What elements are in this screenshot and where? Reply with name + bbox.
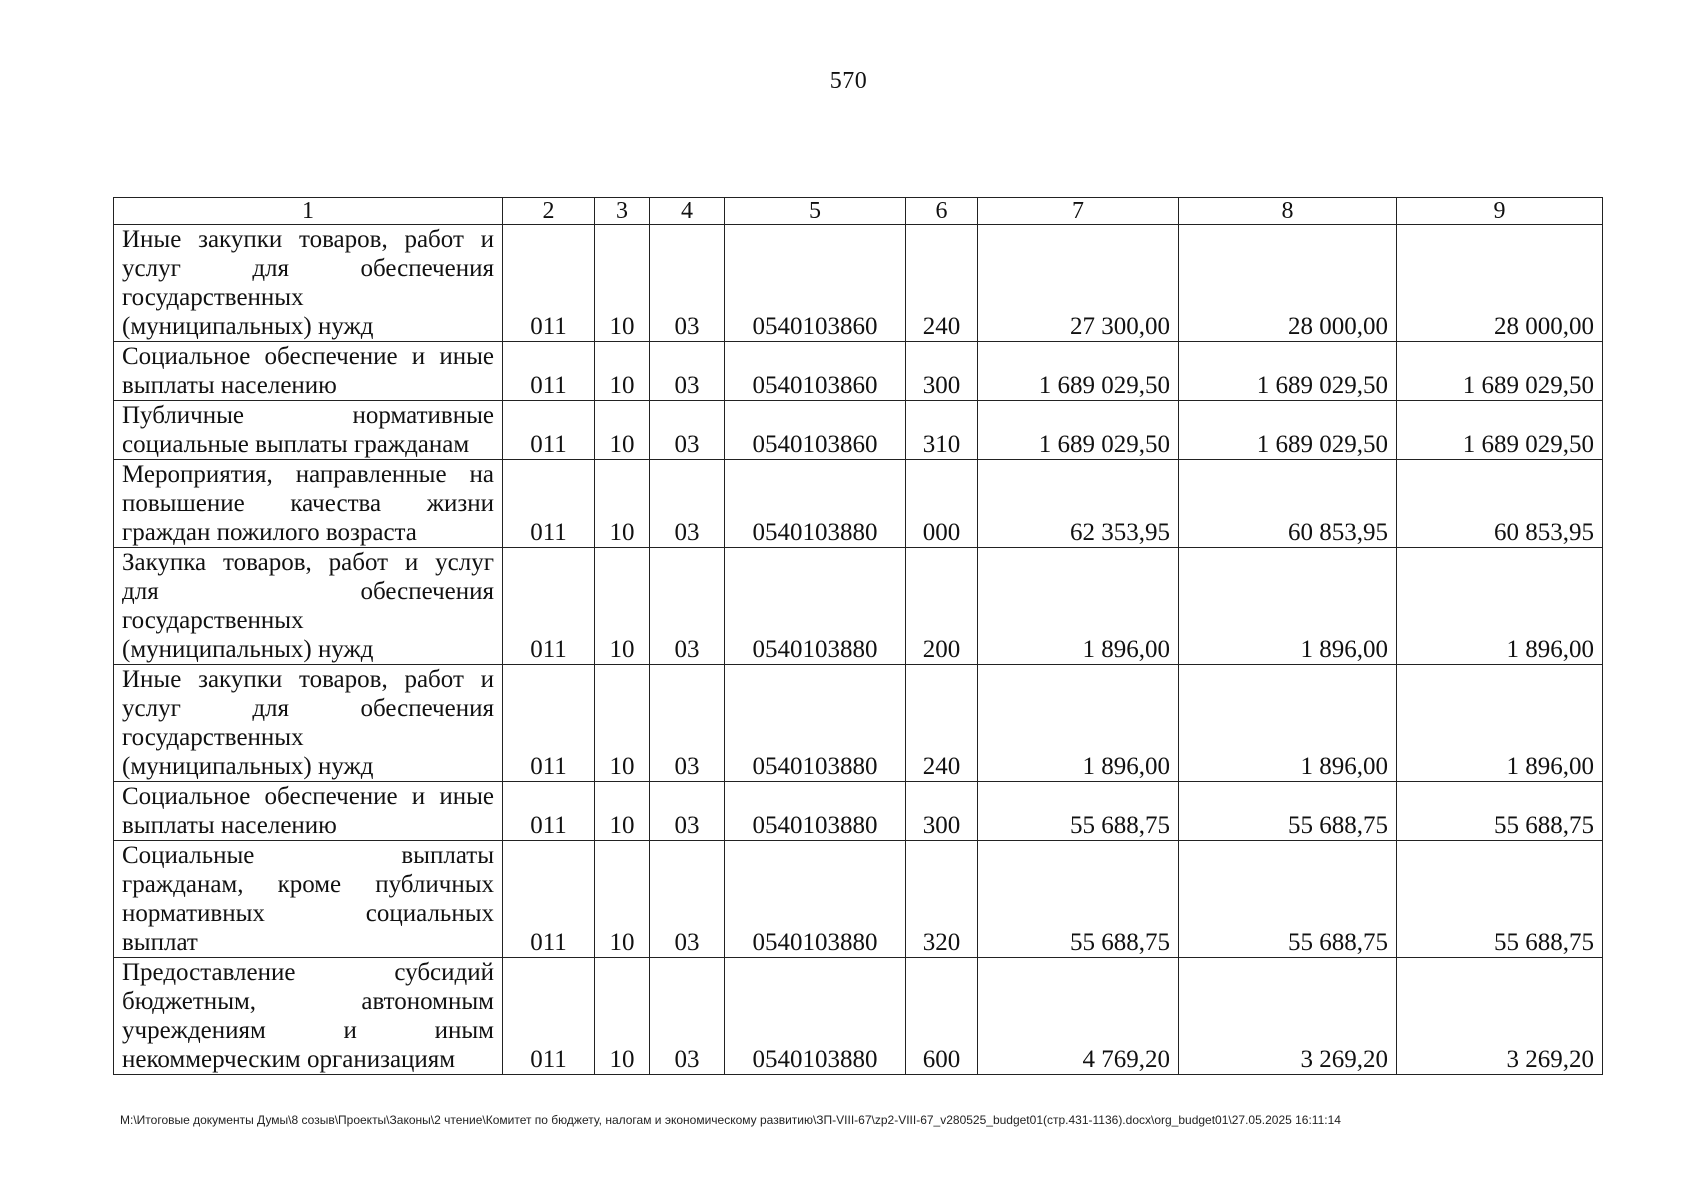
amount-cell-col8: 28 000,00 [1179,225,1397,342]
column-header-5: 5 [725,198,906,225]
subsection-code-cell: 03 [650,401,725,460]
target-article-code-cell: 0540103860 [725,401,906,460]
target-article-code-cell: 0540103880 [725,958,906,1075]
table-row [114,548,1603,665]
expense-name-cell [114,665,503,782]
table-row [114,342,1603,401]
subsection-code-cell: 03 [650,548,725,665]
target-article-code-cell: 0540103880 [725,782,906,841]
expense-name-cell [114,548,503,665]
expense-name-line: Социальные выплаты [122,842,494,869]
expense-name-line: для обеспечения [122,578,494,605]
section-code-cell: 10 [595,665,650,782]
column-header-8: 8 [1179,198,1397,225]
table-header-row [114,198,1603,225]
target-article-code-cell: 0540103880 [725,548,906,665]
subsection-code-cell: 03 [650,342,725,401]
column-header-7: 7 [978,198,1179,225]
target-article-code-cell: 0540103860 [725,225,906,342]
ministry-code-cell: 011 [503,782,595,841]
subsection-code-cell: 03 [650,782,725,841]
expense-type-code-cell: 200 [906,548,978,665]
table-row [114,225,1603,342]
ministry-code-cell: 011 [503,401,595,460]
ministry-code-cell: 011 [503,548,595,665]
section-code-cell: 10 [595,225,650,342]
section-code-cell: 10 [595,782,650,841]
target-article-code-cell: 0540103880 [725,665,906,782]
file-path-footer: M:\Итоговые документы Думы\8 созыв\Проекты\Законы\2 чтение\Комитет по бюджету, налогам и экономическому развитию\ЗП-VIII-67\zp2-VIII-67_v280525_budget01(стр.431-1136).docx\org_budget01\27.05.2025 16:11:14 [120,1113,1341,1127]
subsection-code-cell: 03 [650,225,725,342]
subsection-code-cell: 03 [650,460,725,548]
amount-cell-col9: 1 689 029,50 [1397,401,1603,460]
expense-name-line: услуг для обеспечения [122,695,494,722]
expense-type-code-cell: 300 [906,342,978,401]
expense-name-cell [114,225,503,342]
amount-cell-col8: 55 688,75 [1179,782,1397,841]
ministry-code-cell: 011 [503,342,595,401]
table-row [114,665,1603,782]
expense-name-line: Предоставление субсидий [122,959,494,986]
expense-type-code-cell: 310 [906,401,978,460]
expense-type-code-cell: 240 [906,665,978,782]
expense-name-line: (муниципальных) нужд [122,753,374,780]
amount-cell-col8: 1 689 029,50 [1179,401,1397,460]
table-row [114,958,1603,1075]
expense-name-line: (муниципальных) нужд [122,636,374,663]
column-header-3: 3 [595,198,650,225]
subsection-code-cell: 03 [650,958,725,1075]
amount-cell-col7: 1 896,00 [978,548,1179,665]
expense-name-cell [114,460,503,548]
amount-cell-col7: 4 769,20 [978,958,1179,1075]
table-row [114,841,1603,958]
section-code-cell: 10 [595,548,650,665]
amount-cell-col9: 1 689 029,50 [1397,342,1603,401]
expense-name-cell [114,342,503,401]
expense-name-cell [114,782,503,841]
column-header-4: 4 [650,198,725,225]
expense-name-line: выплаты населению [122,812,337,839]
expense-name-cell [114,401,503,460]
expense-name-line: Иные закупки товаров, работ и [122,666,494,693]
expense-name-line: выплаты населению [122,372,337,399]
expense-name-cell [114,841,503,958]
amount-cell-col9: 60 853,95 [1397,460,1603,548]
amount-cell-col7: 62 353,95 [978,460,1179,548]
subsection-code-cell: 03 [650,841,725,958]
ministry-code-cell: 011 [503,665,595,782]
amount-cell-col8: 60 853,95 [1179,460,1397,548]
column-header-6: 6 [906,198,978,225]
section-code-cell: 10 [595,841,650,958]
amount-cell-col7: 1 689 029,50 [978,401,1179,460]
target-article-code-cell: 0540103880 [725,841,906,958]
expense-name-line: государственных [122,607,304,634]
column-header-9: 9 [1397,198,1603,225]
amount-cell-col7: 27 300,00 [978,225,1179,342]
table-body [114,225,1603,1075]
ministry-code-cell: 011 [503,841,595,958]
expense-name-line: повышение качества жизни [122,490,494,517]
expense-type-code-cell: 300 [906,782,978,841]
expense-name-cell [114,958,503,1075]
expense-name-line: Публичные нормативные [122,402,494,429]
amount-cell-col8: 1 689 029,50 [1179,342,1397,401]
expense-name-line: Мероприятия, направленные на [122,461,494,488]
expense-name-line: государственных [122,724,304,751]
expense-name-line: бюджетным, автономным [122,988,494,1015]
subsection-code-cell: 03 [650,665,725,782]
expense-name-line: граждан пожилого возраста [122,519,417,546]
expense-type-code-cell: 240 [906,225,978,342]
column-header-2: 2 [503,198,595,225]
target-article-code-cell: 0540103860 [725,342,906,401]
section-code-cell: 10 [595,401,650,460]
amount-cell-col7: 55 688,75 [978,841,1179,958]
expense-name-line: Закупка товаров, работ и услуг [122,549,494,576]
amount-cell-col7: 1 689 029,50 [978,342,1179,401]
amount-cell-col9: 28 000,00 [1397,225,1603,342]
amount-cell-col9: 3 269,20 [1397,958,1603,1075]
amount-cell-col8: 55 688,75 [1179,841,1397,958]
expense-name-line: Иные закупки товаров, работ и [122,226,494,253]
section-code-cell: 10 [595,958,650,1075]
expense-name-line: некоммерческим организациям [122,1046,456,1073]
amount-cell-col7: 1 896,00 [978,665,1179,782]
expense-name-line: учреждениям и иным [122,1017,494,1044]
expense-name-line: услуг для обеспечения [122,255,494,282]
expense-name-line: гражданам, кроме публичных [122,871,494,898]
expense-name-line: выплат [122,929,198,956]
ministry-code-cell: 011 [503,460,595,548]
expense-name-line: государственных [122,284,304,311]
target-article-code-cell: 0540103880 [725,460,906,548]
expense-name-line: (муниципальных) нужд [122,313,374,340]
table-row [114,460,1603,548]
expense-type-code-cell: 600 [906,958,978,1075]
expense-name-line: Социальное обеспечение и иные [122,343,494,370]
amount-cell-col9: 55 688,75 [1397,841,1603,958]
amount-cell-col9: 1 896,00 [1397,665,1603,782]
expense-name-line: социальные выплаты гражданам [122,431,470,458]
table-row [114,401,1603,460]
ministry-code-cell: 011 [503,958,595,1075]
amount-cell-col7: 55 688,75 [978,782,1179,841]
ministry-code-cell: 011 [503,225,595,342]
column-header-1: 1 [114,198,503,225]
page-number: 570 [829,68,868,94]
amount-cell-col9: 1 896,00 [1397,548,1603,665]
budget-table [113,197,1603,1075]
section-code-cell: 10 [595,460,650,548]
amount-cell-col8: 1 896,00 [1179,548,1397,665]
expense-name-line: Социальное обеспечение и иные [122,783,494,810]
expense-type-code-cell: 000 [906,460,978,548]
expense-type-code-cell: 320 [906,841,978,958]
table-row [114,782,1603,841]
section-code-cell: 10 [595,342,650,401]
expense-name-line: нормативных социальных [122,900,494,927]
amount-cell-col9: 55 688,75 [1397,782,1603,841]
amount-cell-col8: 3 269,20 [1179,958,1397,1075]
amount-cell-col8: 1 896,00 [1179,665,1397,782]
